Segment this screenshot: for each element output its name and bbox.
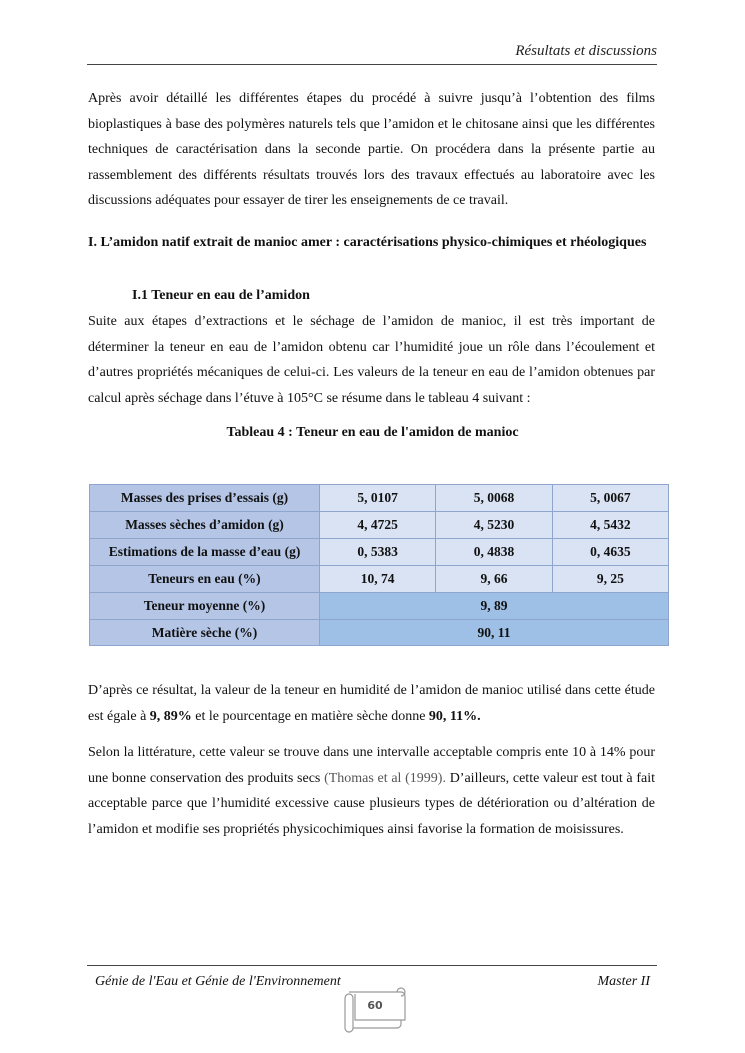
header-rule [87,64,657,65]
literature-paragraph [88,740,655,842]
table-row [90,539,669,566]
row-label: Masses des prises d’essais (g) [90,485,320,512]
result-text: D’après ce résultat, la valeur de la teneur en humidité de l’amidon de manioc utilisé dans cette étude est égale à [88,683,655,724]
moisture-table [89,484,669,646]
table-row [90,485,669,512]
merged-value: 9, 89 [320,593,669,620]
cell-value: 5, 0107 [320,485,436,512]
section-heading-1-1: I.1 Teneur en eau de l’amidon [132,288,310,303]
result-text: et le pourcentage en matière sèche donne [191,708,429,724]
dry-matter-value: 90, 11%. [428,708,481,724]
literature-text: D’ailleurs, cette valeur est tout à fait acceptable parce que l’humidité excessive cause plusieurs types de détérioration ou d’altération de l’amidon et modifie ses propriétés physicochimiques ainsi favorise la formation de moisissures. [88,770,655,837]
page-header-title: Résultats et discussions [515,43,657,59]
row-label: Teneur moyenne (%) [90,593,320,620]
row-label: Matière sèche (%) [90,620,320,646]
table-row [90,566,669,593]
row-label: Teneurs en eau (%) [90,566,320,593]
cell-value: 5, 0068 [436,485,552,512]
result-paragraph [88,678,655,729]
merged-value: 90, 11 [320,620,669,646]
footer-left-text: Génie de l'Eau et Génie de l'Environnement [95,974,341,989]
cell-value: 4, 5432 [552,512,668,539]
cell-value: 5, 0067 [552,485,668,512]
section-heading-1: I. L’amidon natif extrait de manioc amer : caractérisations physico-chimiques et rhéologiques [88,235,647,250]
moisture-paragraph: Suite aux étapes d’extractions et le séchage de l’amidon de manioc, il est très important de déterminer la teneur en eau de l’amidon obtenu car l’humidité joue un rôle dans l’écoulement et d’autres propriétés mécaniques de celui-ci. Les valeurs de la teneur en eau de l’amidon obtenues par calcul après séchage dans l’étuve à 105°C se résume dans le tableau 4 suivant : [88,314,655,406]
intro-paragraph: Après avoir détaillé les différentes étapes du procédé à suivre jusqu’à l’obtention des films bioplastiques à base des polymères naturels tels que l’amidon et le chitosane ainsi que les différentes techniques de caractérisation dans la seconde partie. On procédera dans la présente partie au rassemblement des différents résultats trouvés lors des travaux effectués au laboratoire avec les discussions adéquates pour essayer de tirer les enseignements de ce travail. [88,91,655,208]
cell-value: 10, 74 [320,566,436,593]
table-row-summary [90,620,669,646]
page-number: 60 [367,999,383,1012]
cell-value: 0, 4838 [436,539,552,566]
cell-value: 9, 66 [436,566,552,593]
moisture-value: 9, 89% [149,708,192,724]
row-label: Estimations de la masse d’eau (g) [90,539,320,566]
footer-rule [87,965,657,966]
cell-value: 9, 25 [552,566,668,593]
table-caption: Tableau 4 : Teneur en eau de l'amidon de manioc [226,425,519,440]
cell-value: 4, 5230 [436,512,552,539]
literature-text: Selon la littérature, cette valeur se trouve dans une intervalle acceptable compris ente 10 à 14% pour une bonne conservation des produits secs [88,745,655,786]
footer-right-text: Master II [597,974,650,989]
cell-value: 0, 5383 [320,539,436,566]
citation: (Thomas et al (1999). [324,770,446,786]
table-row [90,512,669,539]
table-row-summary [90,593,669,620]
cell-value: 4, 4725 [320,512,436,539]
cell-value: 0, 4635 [552,539,668,566]
row-label: Masses sèches d’amidon (g) [90,512,320,539]
